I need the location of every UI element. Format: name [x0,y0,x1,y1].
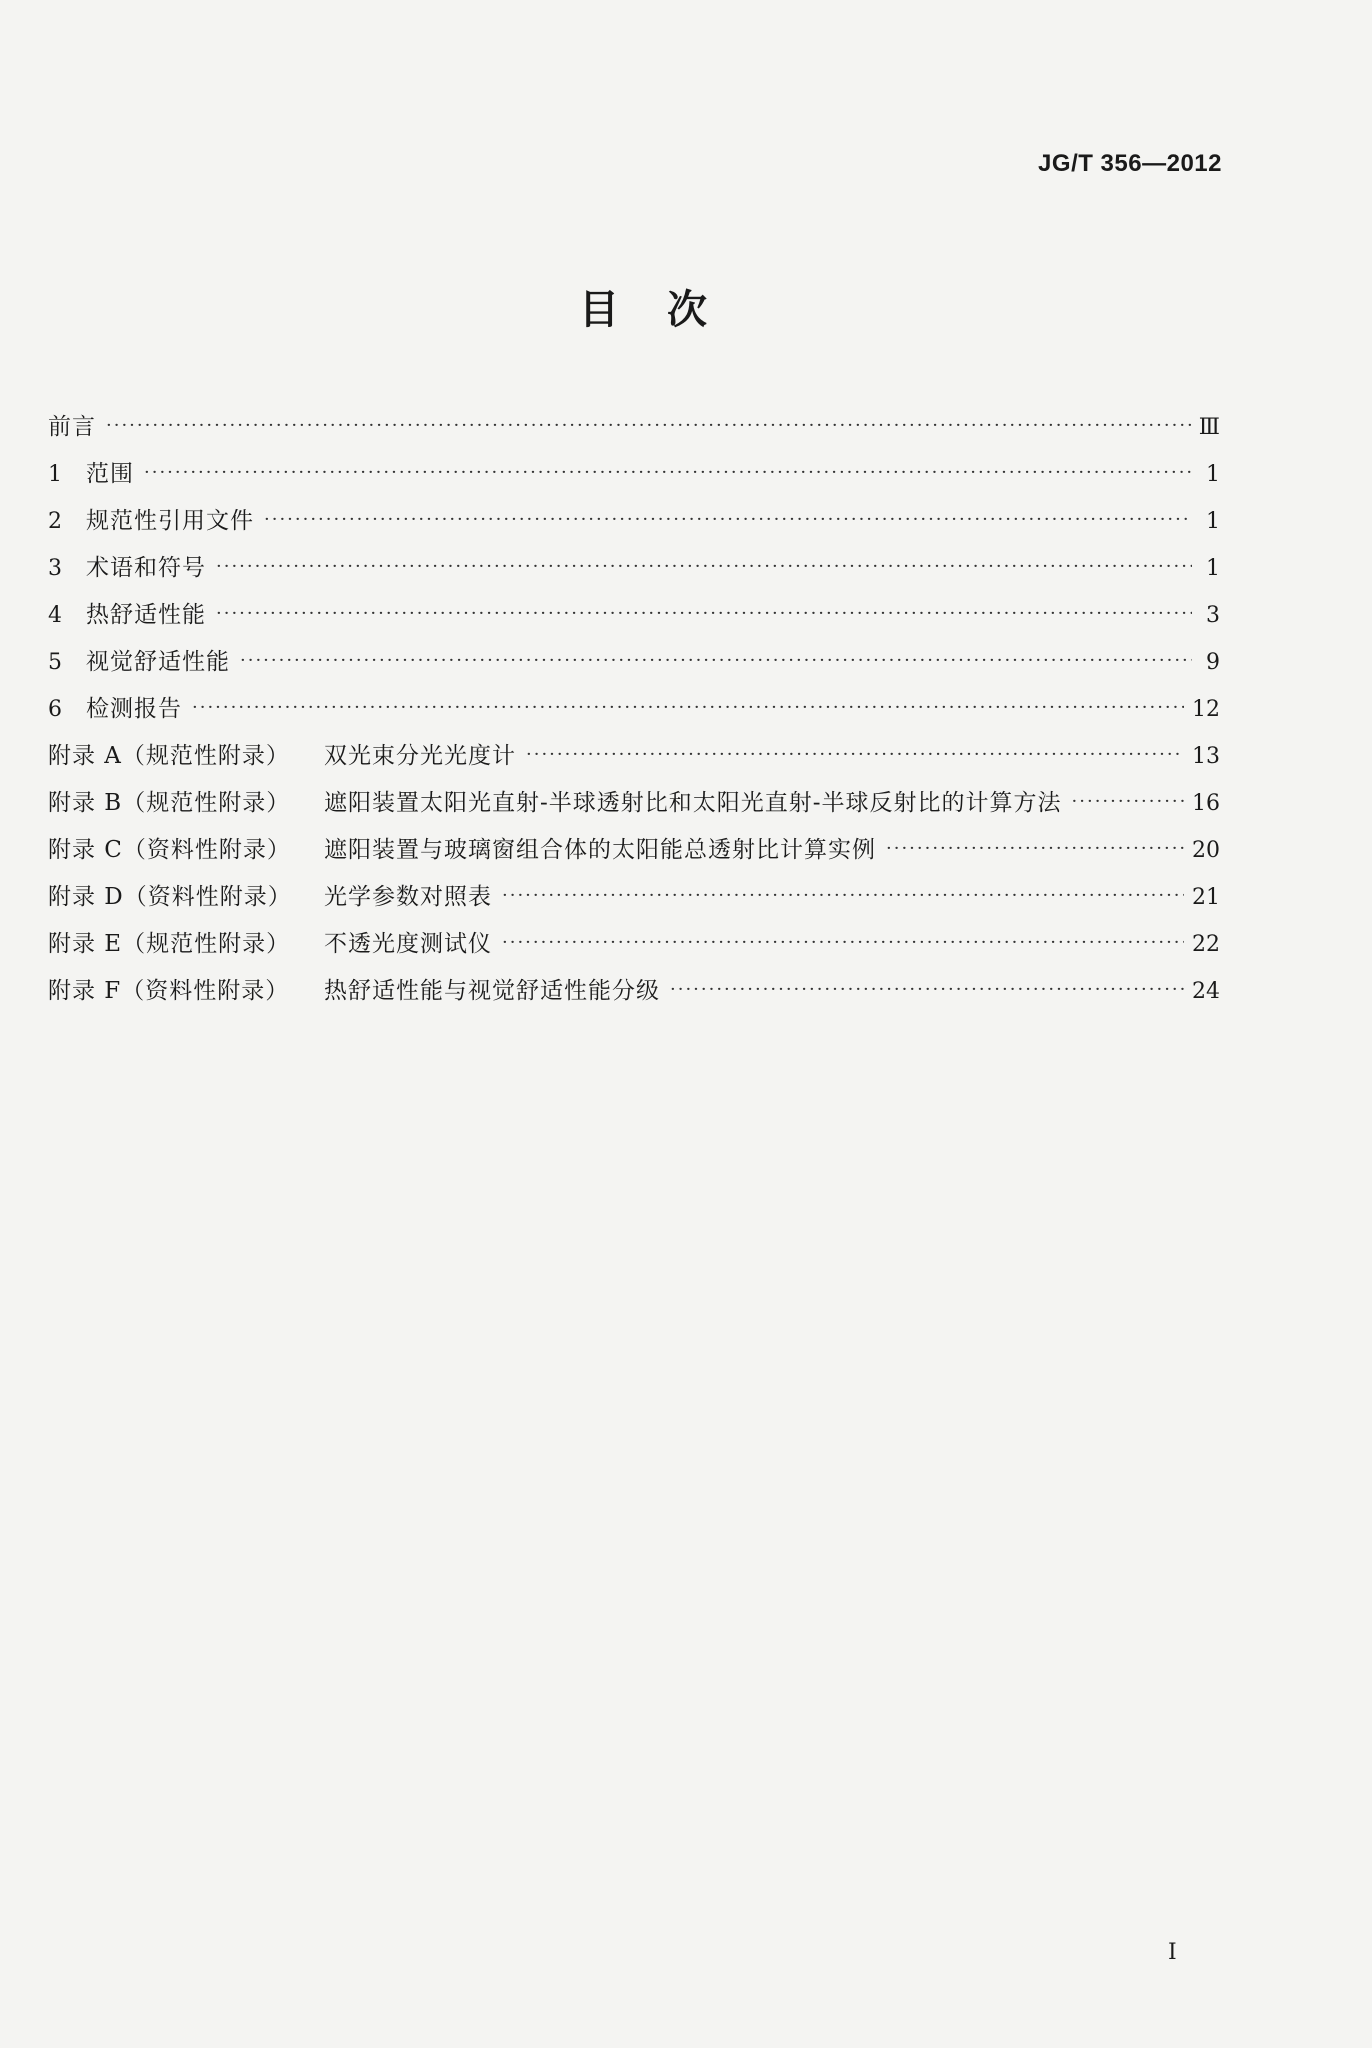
toc-page-number: 3 [1206,603,1220,628]
toc-entry-number: 5 [48,650,62,675]
toc-entry-title: 不透光度测试仪 [324,931,492,957]
toc-dot-leader [502,872,1184,919]
toc-entry[interactable] [48,968,1220,1015]
toc-entry[interactable] [48,545,1220,592]
toc-entry[interactable] [48,921,1220,968]
toc-list [48,404,1220,1015]
toc-page-number: 1 [1206,556,1220,581]
toc-entry[interactable] [48,733,1220,780]
toc-dot-leader [144,449,1192,496]
toc-entry-number: 3 [48,556,62,581]
toc-entry[interactable] [48,592,1220,639]
toc-appendix-label: 附录 A（规范性附录） [48,743,290,769]
toc-page-number: 21 [1192,885,1220,910]
toc-appendix-label: 附录 C（资料性附录） [48,837,291,863]
toc-dot-leader [886,825,1184,872]
toc-appendix-label: 附录 F（资料性附录） [48,978,290,1004]
toc-appendix-label: 附录 B（规范性附录） [48,790,291,816]
toc-page-number: 16 [1192,791,1220,816]
toc-entry[interactable] [48,874,1220,921]
toc-entry-title: 范围 [86,461,134,487]
toc-entry[interactable] [48,498,1220,545]
toc-entry-title: 视觉舒适性能 [86,649,230,675]
toc-page-number: 13 [1192,744,1220,769]
toc-entry-title: 规范性引用文件 [86,508,254,534]
toc-page-number: Ⅲ [1198,415,1220,440]
toc-page-number: 1 [1206,509,1220,534]
toc-dot-leader [192,684,1184,731]
toc-entry-title: 术语和符号 [86,555,206,581]
toc-dot-leader [264,496,1192,543]
toc-entry-number: 1 [48,462,62,487]
toc-title: 目 次 [579,287,711,333]
toc-page-number: 12 [1192,697,1220,722]
toc-dot-leader [1072,778,1184,825]
toc-appendix-label: 附录 E（规范性附录） [48,931,291,957]
standard-code: JG/T 356—2012 [1038,150,1222,177]
toc-entry[interactable] [48,639,1220,686]
toc-entry-title: 光学参数对照表 [324,884,492,910]
toc-entry[interactable] [48,451,1220,498]
toc-dot-leader [526,731,1184,778]
toc-appendix-label: 附录 D（资料性附录） [48,884,292,910]
toc-entry-title: 遮阳装置太阳光直射-半球透射比和太阳光直射-半球反射比的计算方法 [324,790,1062,816]
toc-dot-leader [670,966,1184,1013]
toc-entry[interactable] [48,827,1220,874]
toc-dot-leader [216,543,1192,590]
toc-entry-title: 检测报告 [86,696,182,722]
toc-entry-title: 热舒适性能 [86,602,206,628]
toc-entry[interactable] [48,780,1220,827]
toc-entry-title: 双光束分光光度计 [324,743,516,769]
toc-page-number: 9 [1206,650,1220,675]
toc-dot-leader [106,402,1191,449]
toc-dot-leader [502,919,1184,966]
toc-entry[interactable] [48,686,1220,733]
toc-entry-title: 热舒适性能与视觉舒适性能分级 [324,978,660,1004]
toc-dot-leader [216,590,1192,637]
toc-entry-title: 遮阳装置与玻璃窗组合体的太阳能总透射比计算实例 [324,837,876,863]
page-number: I [1168,1940,1177,1965]
toc-dot-leader [240,637,1192,684]
toc-entry-title: 前言 [48,414,96,440]
toc-entry-number: 4 [48,603,62,628]
toc-page-number: 1 [1206,462,1220,487]
toc-entry-number: 6 [48,697,62,722]
toc-entry[interactable] [48,404,1220,451]
toc-entry-number: 2 [48,509,62,534]
toc-page-number: 22 [1192,932,1220,957]
toc-page-number: 20 [1192,838,1220,863]
toc-page-number: 24 [1192,979,1220,1004]
